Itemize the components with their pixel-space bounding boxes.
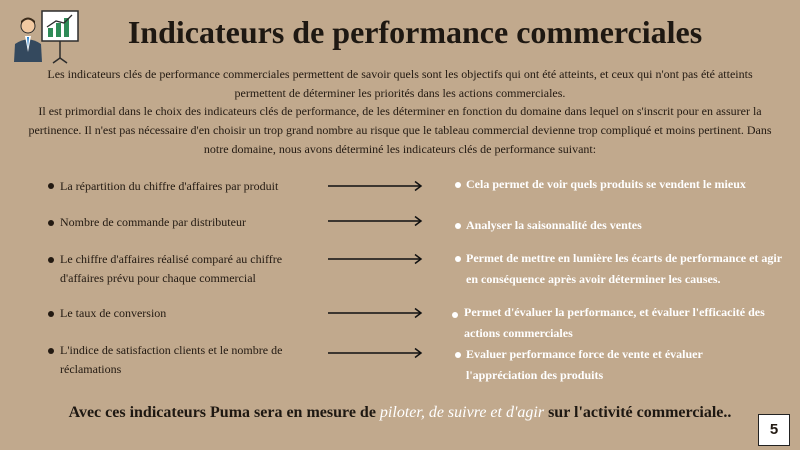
arrow-right-icon [328,215,428,227]
white-bullet-icon [455,256,461,262]
indicator-benefit: Permet de mettre en lumière les écarts de performance et agir en conséquence après avoir déterminer les causes. [466,251,782,286]
intro-paragraph-1: Les indicateurs clés de performance commerciales permettent de savoir quels sont les objectifs qui ont été atteints, et ceux qui n'ont pas été atteints permettent de déterminer les priorités dans les actions commerciales. [47,67,753,100]
arrow-right-icon [328,180,428,192]
white-bullet-icon [455,182,461,188]
indicator-benefit: Permet d'évaluer la performance, et évaluer l'efficacité des actions commerciales [464,305,765,340]
indicator-label: Nombre de commande par distributeur [60,215,246,229]
indicator-label: L'indice de satisfaction clients et le nombre de réclamations [60,343,283,376]
bullet-icon [48,257,54,263]
arrow-right-icon [328,253,428,265]
bullet-icon [48,183,54,189]
page-title: Indicateurs de performance commerciales [127,14,703,50]
white-bullet-icon [455,352,461,358]
intro-paragraph-2: Il est primordial dans le choix des indicateurs clés de performance, de les déterminer en fonction du domaine dans lequel on s'inscrit pour en assurer la pertinence. Il n'est pas nécessaire d'en choisir un trop grand nombre au risque que le tableau commercial devienne trop compliqué et moins pertinent. Dans notre domaine, nous avons déterminé les indicateurs clés de performance suivant: [28,104,772,156]
white-bullet-icon [455,223,461,229]
conclusion-suffix: sur l'activité commerciale.. [544,404,732,421]
indicator-label: La répartition du chiffre d'affaires par produit [60,179,279,193]
page-number: 5 [758,414,790,446]
arrow-right-icon [328,347,428,359]
bullet-icon [48,311,54,317]
arrow-right-icon [328,307,428,319]
white-bullet-icon [452,312,458,318]
conclusion [0,404,800,422]
conclusion-prefix: Avec ces indicateurs Puma sera en mesure de [68,404,380,421]
indicator-label: Le chiffre d'affaires réalisé comparé au chiffre d'affaires prévu pour chaque commercial [60,252,283,285]
conclusion-emphasis: piloter, de suivre et d'agir [379,404,545,421]
bullet-icon [48,220,54,226]
indicator-benefit: Analyser la saisonnalité des ventes [466,218,642,232]
indicator-benefit: Cela permet de voir quels produits se vendent le mieux [466,177,746,191]
bullet-icon [48,348,54,354]
indicator-label: Le taux de conversion [60,306,167,320]
indicator-benefit: Evaluer performance force de vente et évaluer l'appréciation des produits [466,347,703,382]
